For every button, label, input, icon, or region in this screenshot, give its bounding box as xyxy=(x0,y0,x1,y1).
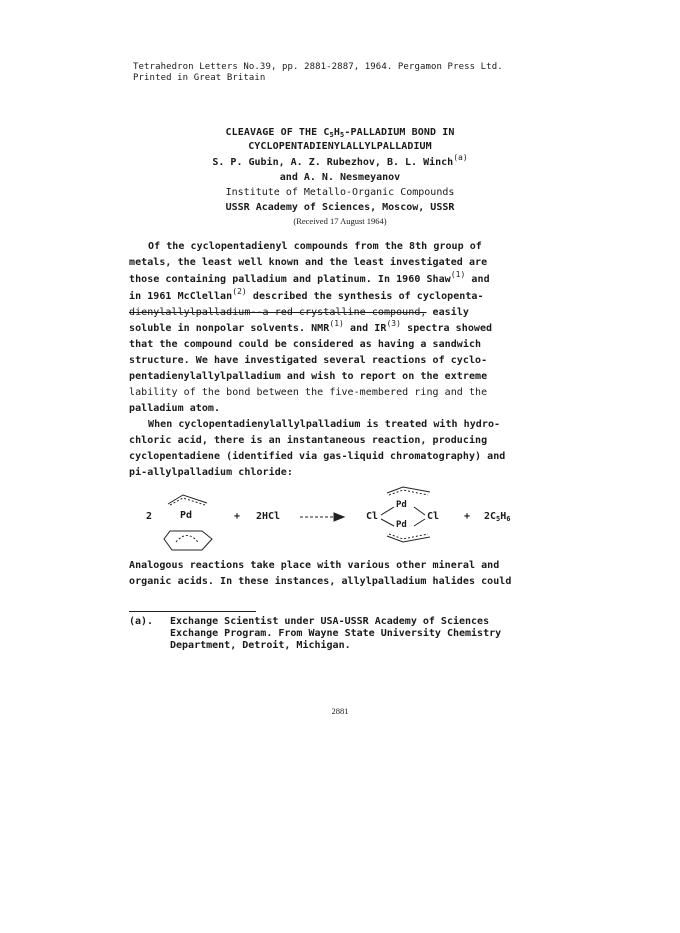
author-list-continued: and A. N. Nesmeyanov xyxy=(279,172,401,183)
plus-sign: + xyxy=(234,511,241,522)
footnote-line: Exchange Program. From Wayne State University Chemistry xyxy=(170,628,502,639)
allyl-ligand-bottom xyxy=(387,536,430,542)
allyl-ligand-top xyxy=(387,487,430,493)
body-line: structure. We have investigated several reactions of cyclo- xyxy=(129,355,488,366)
reagent-hcl: 2HCl xyxy=(256,511,281,522)
struck-text: dienylallylpalladium--a red crystalline compound, xyxy=(129,307,427,318)
body-line: When cyclopentadienylallylpalladium is treated with hydro- xyxy=(148,419,501,430)
body-line: dienylallylpalladium--a red crystalline compound, easily xyxy=(129,307,469,318)
body-line: palladium atom. xyxy=(129,403,221,414)
reaction-structures xyxy=(0,484,680,554)
coefficient: 2 xyxy=(146,511,153,522)
reaction-scheme xyxy=(0,484,680,554)
body-line: soluble in nonpolar solvents. NMR$^{(1)}$ and IR$^{(3)}$ spectra showed xyxy=(129,319,493,334)
body-line: those containing palladium and platinum. In 1960 Shaw$^{(1)}$ and xyxy=(129,270,490,285)
body-line: organic acids. In these instances, allylpalladium halides could xyxy=(129,576,512,587)
chlorine-right: Cl xyxy=(427,511,440,522)
body-line: metals, the least well known and the least investigated are xyxy=(129,257,488,268)
footnote-line: Exchange Scientist under USA-USSR Academy of Sciences xyxy=(170,616,490,627)
body-line: cyclopentadiene (identified via gas-liquid chromatography) and xyxy=(129,451,506,462)
body-line: pentadienylallylpalladium and wish to report on the extreme xyxy=(129,371,488,382)
journal-header: Tetrahedron Letters No.39, pp. 2881-2887, 1964. Pergamon Press Ltd. xyxy=(133,62,503,72)
chlorine-left: Cl xyxy=(366,511,379,522)
printed-note: Printed in Great Britain xyxy=(133,73,266,83)
body-line: chloric acid, there is an instantaneous reaction, producing xyxy=(129,435,488,446)
body-line: Of the cyclopentadienyl compounds from the 8th group of xyxy=(148,241,482,252)
body-line: in 1961 McClellan$^{(2)}$ described the synthesis of cyclopenta- xyxy=(129,287,484,302)
paper-title-line2: CYCLOPENTADIENYLALLYLPALLADIUM xyxy=(248,141,432,152)
footnote-rule xyxy=(129,611,256,612)
footnote-line: Department, Detroit, Michigan. xyxy=(170,640,351,651)
footnote-marker: (a). xyxy=(129,616,154,627)
body-line: that the compound could be considered as having a sandwich xyxy=(129,339,482,350)
plus-sign-2: + xyxy=(464,511,471,522)
affiliation-institute: Institute of Metallo-Organic Compounds xyxy=(225,187,455,198)
body-line: lability of the bond between the five-membered ring and the xyxy=(129,387,488,398)
page-number: 2881 xyxy=(331,706,349,716)
body-line: pi-allylpalladium chloride: xyxy=(129,467,293,478)
palladium-top: Pd xyxy=(396,500,407,510)
palladium-label: Pd xyxy=(180,510,193,521)
arrow-head-icon xyxy=(334,513,344,521)
paper-title-line1: CLEAVAGE OF THE $C_5H_5$-PALLADIUM BOND IN xyxy=(225,127,455,139)
received-date: (Received 17 August 1964) xyxy=(293,216,387,226)
author-list: S. P. Gubin, A. Z. Rubezhov, B. L. Winch$^{(a)}$ xyxy=(212,153,468,168)
body-line: Analogous reactions take place with various other mineral and xyxy=(129,560,500,571)
affiliation-academy: USSR Academy of Sciences, Moscow, USSR xyxy=(225,202,455,213)
cyclopentadiene-product: $2C_5H_6$ xyxy=(484,511,511,523)
cyclopentadienyl-ring xyxy=(164,531,212,550)
palladium-bottom: Pd xyxy=(396,520,407,530)
